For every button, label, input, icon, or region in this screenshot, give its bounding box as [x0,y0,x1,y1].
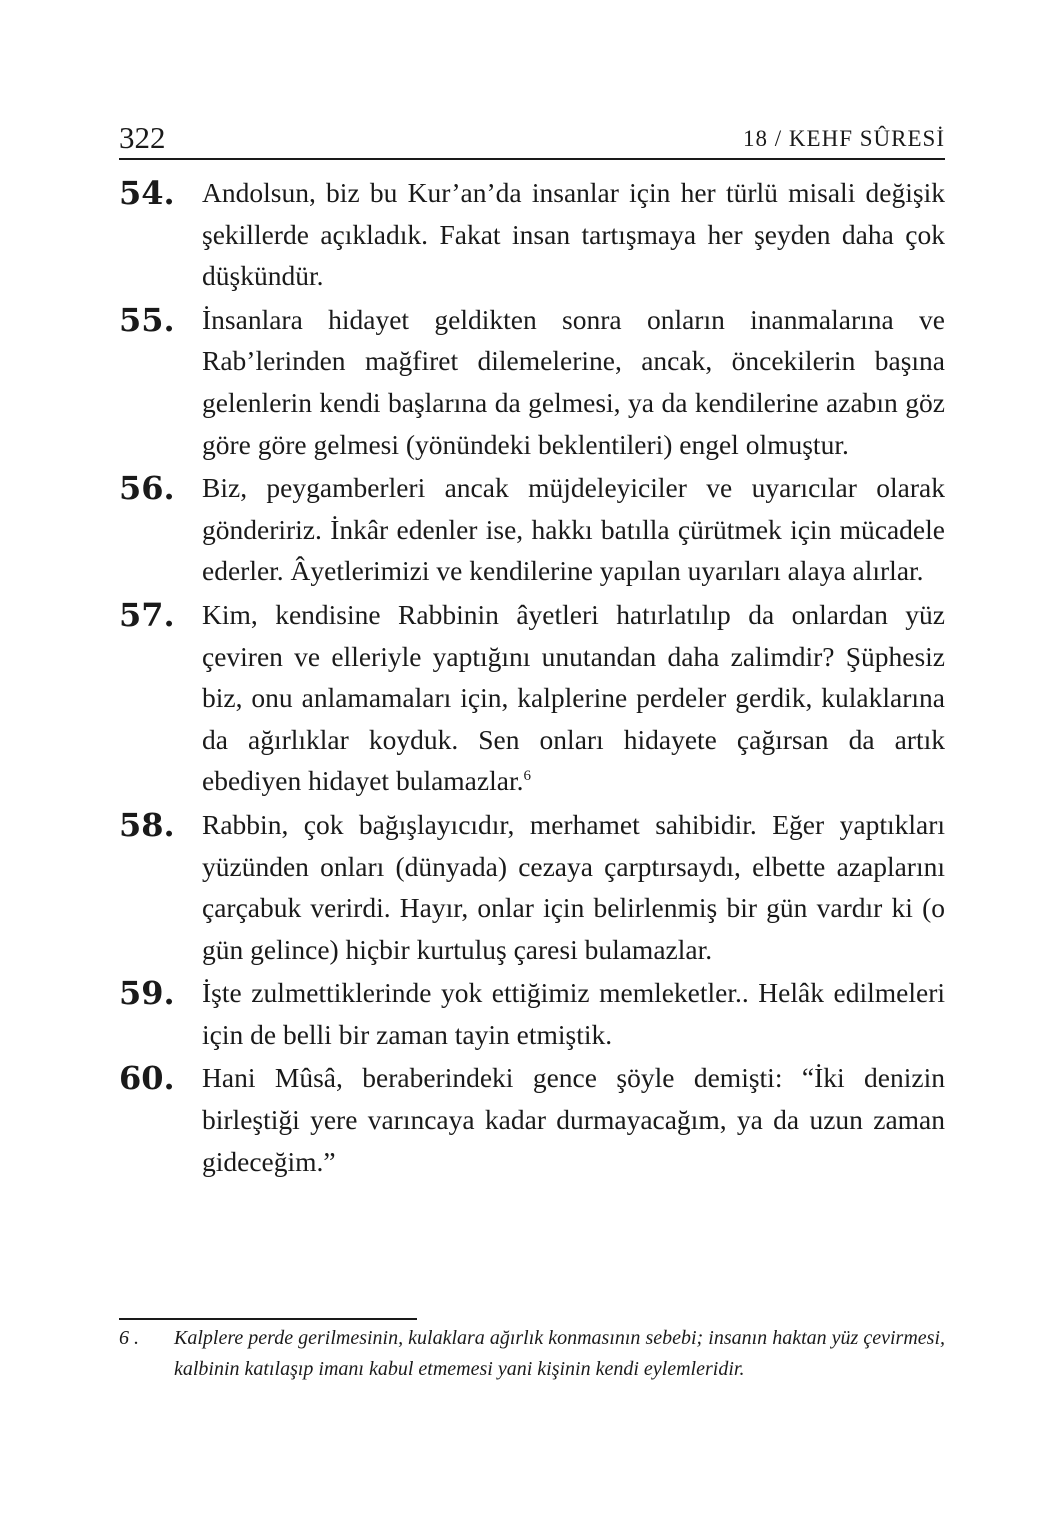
verse-text: Biz, peygamberleri ancak müjdeleyiciler ve uyarıcılar olarak göndeririz. İnkâr edenler ise, hakkı batılla çürütmek için mücadele ederler. Âyetlerimizi ve kendilerine yapılan uyarıları alaya alırlar. [202,472,945,587]
verse-text: Rabbin, çok bağışlayıcıdır, merhamet sahibidir. Eğer yaptıkları yüzünden onları (dünyada) cezaya çarptırsaydı, elbette azaplarını çarçabuk verirdi. Hayır, onlar için belirlenmiş bir gün vardır ki (o gün gelince) hiçbir kurtuluş çaresi bulamazlar. [202,808,945,965]
header-rule [119,158,945,160]
verse-56 [119,467,945,592]
verse-number: 56. [119,469,175,508]
verse-number: 60. [119,1059,175,1098]
page-header [119,118,945,158]
footnote-text: Kalplere perde gerilmesinin, kulaklara ağırlık konmasının sebebi; insanın haktan yüz çevirmesi, kalbinin katılaşıp imanı kabul etmemesi yani kişinin kendi eylemleridir. [174,1327,945,1380]
footnote [119,1323,945,1384]
verse-59 [119,972,945,1055]
footnote-number: 6 . [119,1327,139,1349]
footnote-rule [119,1318,417,1320]
verse-number: 54. [119,174,175,212]
verse-text-container [202,594,945,802]
page-number: 322 [119,120,166,155]
verse-text: Kim, kendisine Rabbinin âyetleri hatırlatılıp da onlardan yüz çeviren ve elleriyle yaptığını unutandan daha zalimdir? Şüphesiz biz, onu anlamamaları için, kalplerine perdeler gerdik, kulaklarına da ağırlıklar koyduk. Sen onları hidayete çağırsan da artık ebediyen hidayet bulamazlar. [202,598,945,797]
verse-60 [119,1057,945,1182]
verse-text: İşte zulmettiklerinde yok ettiğimiz memleketler.. Helâk edilmeleri için de belli bir zaman tayin etmiştik. [202,977,945,1050]
verse-number: 58. [119,805,175,844]
verse-text: Andolsun, biz bu Kur’an’da insanlar için her türlü misali değişik şekillerde açıkladık. Fakat insan tartışmaya her şeyden daha çok düşkündür. [202,177,945,292]
verse-text: İnsanlara hidayet geldikten sonra onların inanmalarına ve Rab’lerinden mağfiret dilemelerine, ancak, öncekilerin başına gelenlerin kendi başlarına da gelmesi, ya da kendilerine azabın göz göre göre gelmesi (yönündeki beklentileri) engel olmuştur. [202,303,945,460]
verse-54 [119,172,945,297]
verse-number: 59. [119,974,175,1013]
verse-55 [119,299,945,465]
verse-number: 57. [119,595,175,634]
verse-57 [119,594,945,802]
verse-text: Hani Mûsâ, beraberindeki gence şöyle demişti: “İki denizin birleştiği yere varıncaya kadar durmayacağım, ya da uzun zaman gideceğim.” [202,1062,945,1177]
footnote-reference[interactable]: 6 [523,768,531,785]
verse-number: 55. [119,300,175,339]
running-title: 18 / KEHF SÛRESİ [743,126,945,151]
verse-list [119,172,945,1184]
verse-58 [119,804,945,970]
